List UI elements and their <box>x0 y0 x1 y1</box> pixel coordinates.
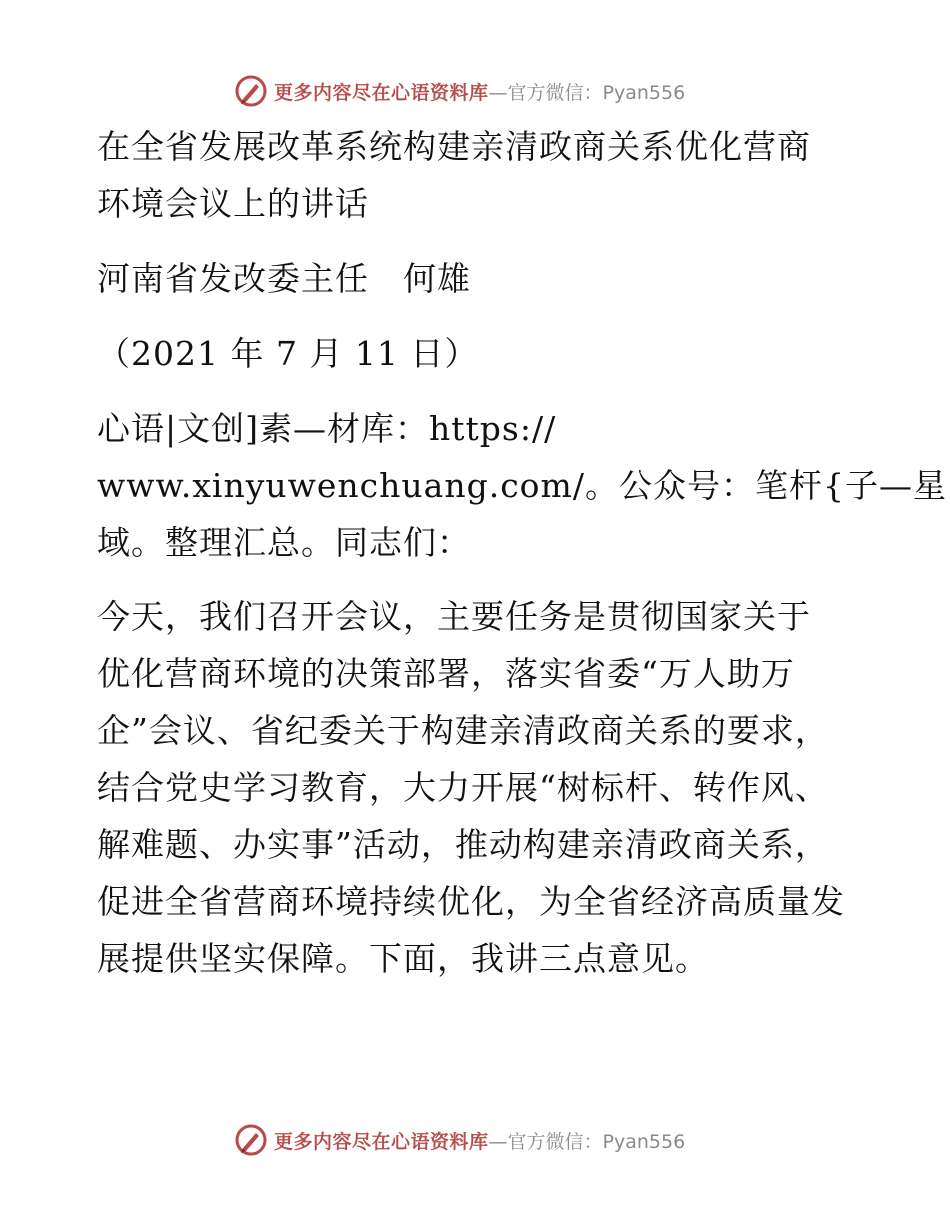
banner-red-text: 更多内容尽在心语资料库 <box>274 1130 489 1153</box>
note-line-3: 域。整理汇总。同志们： <box>97 523 471 562</box>
author-line: 河南省发改委主任 何雄 <box>97 259 471 298</box>
banner-red-text: 更多内容尽在心语资料库 <box>274 81 489 104</box>
note-line-2: www.xinyuwenchuang.com/。公众号：笔杆{子—星 <box>97 466 947 505</box>
date-line: （2021 年 7 月 11 日） <box>97 334 479 373</box>
header-watermark-banner <box>234 73 685 109</box>
body-line-6: 促进全省营商环境持续优化，为全省经济高质量发 <box>97 882 845 921</box>
body-line-5: 解难题、办实事”活动，推动构建亲清政商关系， <box>97 825 829 864</box>
body-line-2: 优化营商环境的决策部署，落实省委“万人助万 <box>97 654 795 693</box>
banner-gray-text: —官方微信：Pyan556 <box>488 1130 686 1153</box>
title-line-2: 环境会议上的讲话 <box>97 184 369 223</box>
pen-logo-icon <box>234 74 268 108</box>
body-line-3: 企”会议、省纪委关于构建亲清政商关系的要求， <box>97 711 829 750</box>
body-line-1: 今天，我们召开会议，主要任务是贯彻国家关于 <box>97 597 811 636</box>
banner-gray-text: —官方微信：Pyan556 <box>488 81 686 104</box>
footer-watermark-banner <box>234 1122 685 1158</box>
body-line-4: 结合党史学习教育，大力开展“树标杆、转作风、 <box>97 768 829 807</box>
note-line-1: 心语|文创]素—材库：https:// <box>97 409 557 448</box>
title-line-1: 在全省发展改革系统构建亲清政商关系优化营商 <box>97 127 811 166</box>
pen-logo-icon <box>234 1123 268 1157</box>
body-line-7: 展提供坚实保障。下面，我讲三点意见。 <box>97 939 709 978</box>
